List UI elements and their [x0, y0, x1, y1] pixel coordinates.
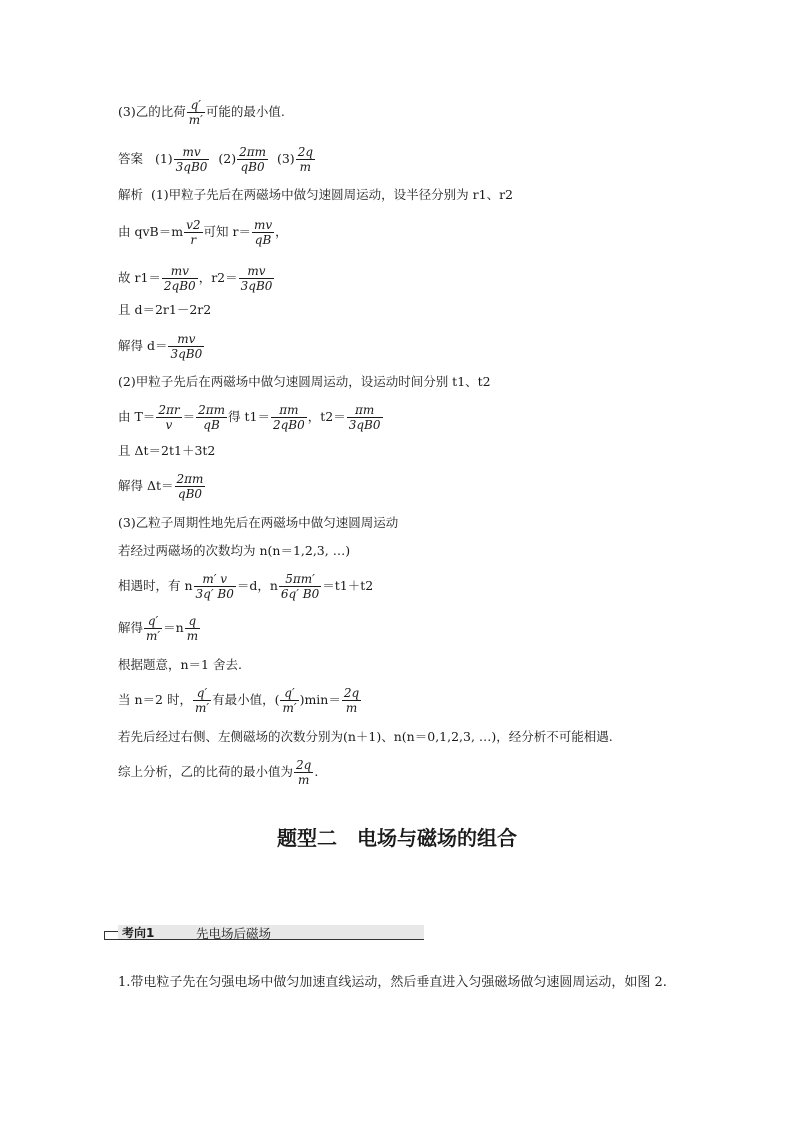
answer-label: 答案: [118, 151, 144, 166]
fraction: $\frac{q'}{m'}$: [188, 98, 203, 127]
tag-corner-vertical: [104, 931, 105, 940]
question-3: (3)乙的比荷 $\frac{q'}{m'}$ 可能的最小值.: [118, 98, 285, 127]
analysis-line-4: 且 d＝2r1－2r2: [118, 302, 212, 317]
analysis-line-3: 故 r1＝ $\frac{mv}{2qB0}$ ，r2＝ $\frac{mv}{3qB0}$: [118, 264, 273, 293]
analysis-line-10: (3)乙粒子周期性地先后在两磁场中做匀速圆周运动: [118, 515, 399, 530]
analysis-line-2: 由 qvB＝m $\frac{v2}{r}$ 可知 r＝ $\frac{mv}{qB}$ ，: [118, 218, 288, 247]
analysis-line-15: 当 n＝2 时， $\frac{q'}{m'}$ 有最小值，( $\frac{q'}{m'}$ )min＝ $\frac{2q}{m}$: [118, 686, 360, 715]
q3-prefix: (3)乙的比荷: [118, 104, 186, 119]
analysis-line-16: 若先后经过右侧、左侧磁场的次数分别为(n＋1)、n(n＝0,1,2,3, …)，经分析不可能相遇.: [118, 729, 613, 744]
analysis-line-8: 且 Δt＝2t1＋3t2: [118, 443, 216, 458]
section-title: 题型二 电场与磁场的组合: [277, 826, 517, 850]
answer-3-fraction: $\frac{2q}{m}$: [297, 145, 314, 174]
analysis-line-13: 解得 $\frac{q'}{m'}$ ＝n $\frac{q}{m}$: [118, 614, 199, 643]
answer-1-fraction: $\frac{mv}{3qB0}$: [175, 145, 208, 174]
analysis-line-14: 根据题意，n＝1 舍去.: [118, 657, 242, 672]
analysis-line-6: (2)甲粒子先后在两磁场中做匀速圆周运动，设运动时间分别 t1、t2: [118, 374, 491, 389]
answer-2-fraction: $\frac{2\pi m}{qB0}$: [239, 145, 267, 174]
analysis-line-12: 相遇时，有 n $\frac{m' v}{3q' B0}$ ＝d，n $\frac{5\pi m'}{6q' B0}$ ＝t1＋t2: [118, 572, 374, 601]
analysis-line-5: 解得 d＝ $\frac{mv}{3qB0}$: [118, 332, 203, 361]
tag-label: 考向1: [122, 926, 155, 940]
analysis-line-1: 解析 (1)甲粒子先后在两磁场中做匀速圆周运动，设半径分别为 r1、r2: [118, 187, 514, 202]
body-paragraph: 1.带电粒子先在匀强电场中做匀加速直线运动，然后垂直进入匀强磁场做匀速圆周运动，如图 2.: [118, 975, 667, 990]
analysis-line-11: 若经过两磁场的次数均为 n(n＝1,2,3, …): [118, 543, 351, 558]
analysis-line-7: 由 T＝ $\frac{2\pi r}{v}$ ＝ $\frac{2\pi m}{qB}$ 得 t1＝ $\frac{\pi m}{2qB0}$ ，t2＝ $\frac{\pi m}{3qB0}$: [118, 403, 381, 432]
topic-tag: [104, 921, 424, 943]
tag-text: 先电场后磁场: [196, 926, 272, 941]
tag-corner-horizontal: [104, 931, 118, 932]
analysis-label: 解析: [118, 187, 144, 202]
analysis-line-17: 综上分析，乙的比荷的最小值为 $\frac{2q}{m}$ .: [118, 758, 319, 787]
answer-line: 答案 (1) $\frac{mv}{3qB0}$ (2) $\frac{2\pi m}{qB0}$ (3) $\frac{2q}{m}$: [118, 145, 314, 174]
analysis-line-9: 解得 Δt＝ $\frac{2\pi m}{qB0}$: [118, 472, 204, 501]
